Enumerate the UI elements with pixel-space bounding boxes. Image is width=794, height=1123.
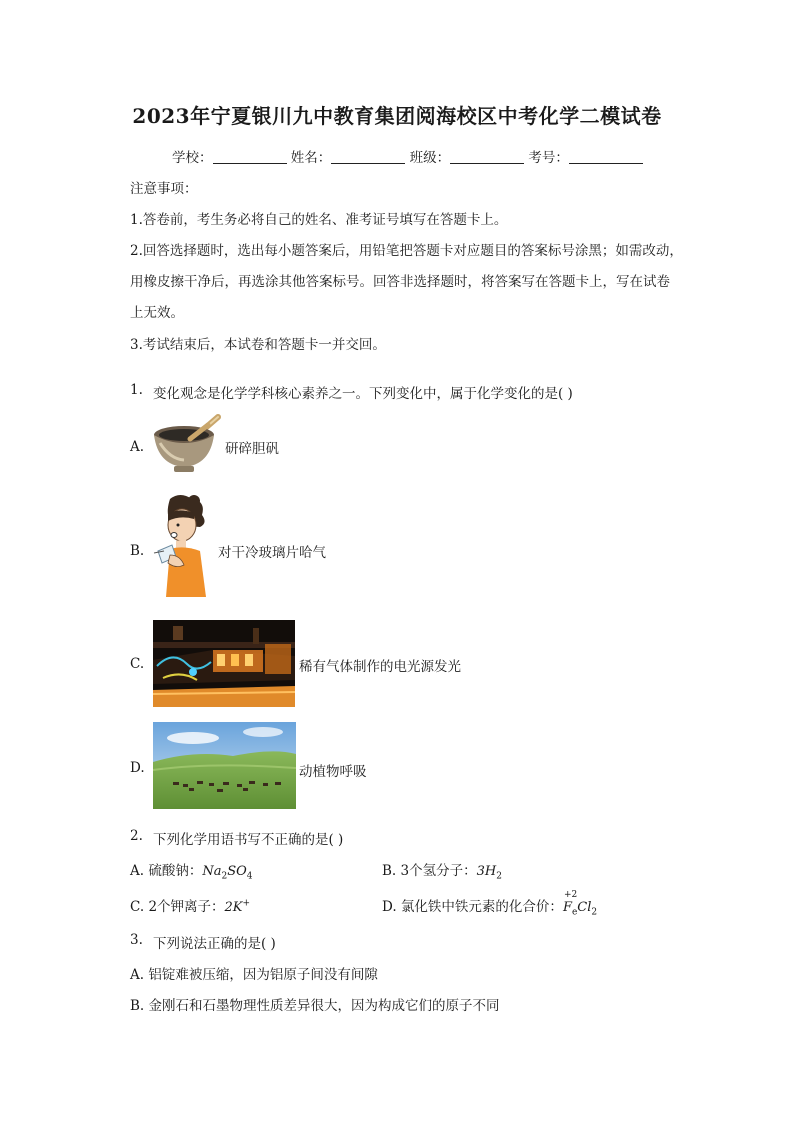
- page-title: 2023年宁夏银川九中教育集团阅海校区中考化学二模试卷: [132, 104, 662, 128]
- q2-option-d[interactable]: [382, 890, 598, 918]
- q1-option-d-text: 动植物呼吸: [299, 764, 367, 780]
- q2-option-b-formula: $3H_2$: [476, 864, 502, 882]
- q2-option-a-letter: A.: [130, 863, 145, 879]
- q2-option-c-formula: 2K+: [224, 898, 251, 915]
- name-field[interactable]: [331, 150, 405, 164]
- name-label: 姓名：: [290, 150, 332, 166]
- grassland-horses-image: [153, 722, 296, 809]
- q1-option-a-letter[interactable]: A.: [130, 439, 145, 455]
- q1-number: 1.: [130, 382, 143, 398]
- class-field[interactable]: [450, 150, 524, 164]
- q1-option-a-text: 研碎胆矾: [225, 441, 279, 457]
- q3-stem: 下列说法正确的是( ): [153, 936, 276, 952]
- school-field[interactable]: [213, 150, 287, 164]
- q2-option-c-letter: C.: [130, 899, 145, 915]
- q2-option-a-formula: $Na_2SO_4$: [202, 864, 253, 882]
- q2-option-c[interactable]: [130, 895, 250, 915]
- notice-item-1: 1.答卷前，考生务必将自己的姓名、准考证号填写在答题卡上。: [130, 212, 508, 228]
- exam-no-label: 考号：: [528, 150, 569, 166]
- q2-stem: 下列化学用语书写不正确的是( ): [153, 832, 344, 848]
- notice-item-3: 3.考试结束后，本试卷和答题卡一并交回。: [130, 337, 386, 353]
- exam-no-field[interactable]: [569, 150, 643, 164]
- notice-item-2-line-1: 2.回答选择题时，选出每小题答案后，用铅笔把答题卡对应题目的答案标号涂黑；如需改动，: [130, 243, 683, 259]
- q1-option-c-letter[interactable]: C.: [130, 656, 145, 672]
- class-label: 班级：: [409, 150, 451, 166]
- q1-option-b-letter[interactable]: B.: [130, 543, 145, 559]
- notice-item-2-line-2: 用橡皮擦干净后，再选涂其他答案标号。回答非选择题时，将答案写在答题卡上，写在试卷: [130, 274, 670, 290]
- q2-option-b-text: 3个氢分子：: [400, 863, 477, 879]
- q1-stem: 变化观念是化学学科核心素养之一。下列变化中，属于化学变化的是( ): [153, 386, 573, 402]
- q2-option-d-formula: +2 $F_eCl_2$: [562, 890, 598, 918]
- q2-option-c-text: 2个钾离子：: [148, 899, 225, 915]
- notice-item-2-line-3: 上无效。: [130, 305, 184, 321]
- student-info-row: [172, 146, 643, 166]
- q3-option-a[interactable]: A. 铝锭难被压缩，因为铝原子间没有间隙: [130, 967, 378, 983]
- q2-option-b-letter: B.: [382, 863, 397, 879]
- q3-number: 3.: [130, 932, 143, 948]
- q2-option-a-text: 硫酸钠：: [148, 863, 203, 879]
- school-label: 学校：: [172, 150, 213, 166]
- q1-option-c-text: 稀有气体制作的电光源发光: [299, 659, 461, 675]
- q2-option-a[interactable]: [130, 859, 253, 882]
- neon-lights-image: [153, 620, 295, 707]
- notice-heading: 注意事项：: [130, 181, 198, 197]
- q2-option-d-text: 氯化铁中铁元素的化合价：: [400, 899, 563, 915]
- q1-option-d-letter[interactable]: D.: [130, 760, 145, 776]
- q3-option-b[interactable]: B. 金刚石和石墨物理性质差异很大，因为构成它们的原子不同: [130, 998, 500, 1014]
- q2-option-d-letter: D.: [382, 899, 397, 915]
- girl-breathing-image: [150, 493, 214, 599]
- mortar-pestle-image: [150, 413, 222, 477]
- q2-option-b[interactable]: [382, 859, 502, 882]
- q2-number: 2.: [130, 828, 143, 844]
- q1-option-b-text: 对干冷玻璃片哈气: [218, 545, 326, 561]
